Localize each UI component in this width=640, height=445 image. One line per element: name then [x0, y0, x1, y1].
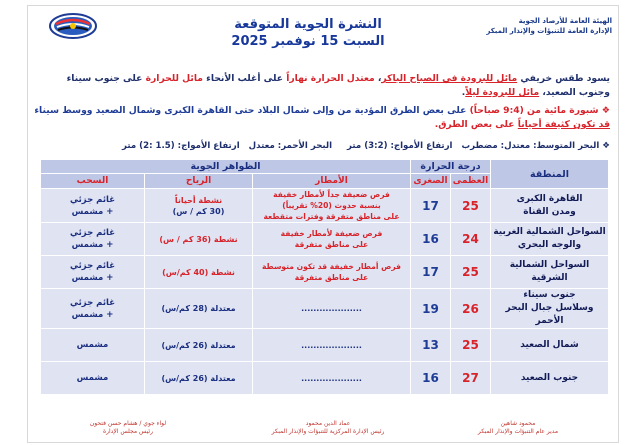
- region-cell: جنوب سيناء وسلاسل جبال البحر الأحمر: [491, 289, 609, 329]
- summary-highlight-night: مائل للبرودة ليلاً: [465, 87, 540, 98]
- region-cell: شمال الصعيد: [491, 329, 609, 362]
- max-temp-cell: 25: [451, 256, 491, 289]
- fog-alert-text: على بعض الطرق.: [434, 119, 518, 130]
- max-temp-cell: 25: [451, 189, 491, 223]
- table-header-row: [41, 160, 609, 174]
- table-row: [41, 362, 609, 395]
- region-cell: جنوب الصعيد: [491, 362, 609, 395]
- wind-cell: معتدلة (28 كم/س): [145, 289, 253, 329]
- rain-cell: ....................: [253, 329, 411, 362]
- min-temp-cell: 16: [411, 223, 451, 256]
- cloud-cell: مشمس: [41, 329, 145, 362]
- cloud-cell: غائم جزئي + مشمس: [41, 189, 145, 223]
- summary-text: على جنوب سيناء: [66, 73, 146, 84]
- cloud-cell: غائم جزئي + مشمس: [41, 256, 145, 289]
- agency-line-2: الإدارة العامة للتنبؤات والإنذار المبكر: [486, 27, 612, 35]
- med-sea-state: معتدل: مضطرب: [461, 141, 531, 151]
- signature-board-chairman: لواء جوي / هشام حسن فتحون رئيس مجلس الإدارة: [89, 420, 167, 435]
- bulletin-date: السبت 15 نوفمبر 2025: [231, 34, 385, 49]
- agency-line-1: الهيئة العامة للأرصاد الجوية: [518, 17, 612, 25]
- agency-name: [442, 16, 612, 36]
- fog-alert-line-1: [34, 104, 610, 118]
- min-temp-cell: 16: [411, 362, 451, 395]
- title-block: [178, 16, 438, 51]
- summary-text: وجنوب الصعيد،: [539, 87, 610, 98]
- min-temp-header: الصغرى: [411, 174, 451, 189]
- summary-line-2: [38, 86, 610, 100]
- max-temp-header: العظمى: [451, 174, 491, 189]
- wind-header: الرياح: [145, 174, 253, 189]
- wind-cell: معتدلة (26 كم/س): [145, 362, 253, 395]
- max-temp-cell: 26: [451, 289, 491, 329]
- cloud-header: السحب: [41, 174, 145, 189]
- red-sea-label: البحر الأحمر:: [274, 141, 333, 151]
- table-row: [41, 223, 609, 256]
- wind-cell: نشطة أحياناً (30 كم / س): [145, 189, 253, 223]
- rain-cell: فرص ضعيفة جداً لأمطار خفيفة بنسبة حدوث (20% تقريباً) على مناطق متفرقة وفترات متقطعة: [253, 189, 411, 223]
- summary-highlight-morning: مائل للبرودة في الصباح الباكر: [381, 73, 518, 84]
- max-temp-cell: 25: [451, 329, 491, 362]
- summary-line-1: [38, 72, 610, 86]
- min-temp-cell: 13: [411, 329, 451, 362]
- min-temp-cell: 17: [411, 189, 451, 223]
- wind-cell: نشطة (36 كم / س): [145, 223, 253, 256]
- temperature-header: درجة الحرارة: [411, 160, 491, 174]
- bulletin-title: النشرة الجوية المتوقعة: [234, 17, 382, 32]
- signature-forecast-director: محمود شاهين مدير عام التنبؤات والإنذار المبكر: [477, 420, 559, 435]
- region-header: المنطقة: [491, 160, 609, 189]
- med-sea-waves: ارتفاع الأمواج: (3:2) متر: [347, 141, 453, 151]
- sea-conditions: [38, 140, 610, 152]
- med-sea-label: ❖ البحر المتوسط:: [530, 141, 610, 151]
- bulletin-sheet: [28, 6, 618, 442]
- rain-cell: ....................: [253, 362, 411, 395]
- egyptian-meteorological-authority-logo-icon: [48, 12, 98, 40]
- cloud-cell: مشمس: [41, 362, 145, 395]
- phenomena-header: الظواهر الجوية: [41, 160, 411, 174]
- region-cell: السواحل الشمالية الشرقية: [491, 256, 609, 289]
- wind-cell: نشطة (40 كم/س): [145, 256, 253, 289]
- fog-alert-text: على بعض الطرق المؤدية من وإلى شمال البلاد حتى القاهرة الكبرى وشمال الصعيد ووسط سيناء: [34, 105, 470, 116]
- rain-cell: ....................: [253, 289, 411, 329]
- table-row: [41, 256, 609, 289]
- red-sea-state: معتدل: [248, 141, 275, 151]
- rain-cell: فرص ضعيفة لأمطار خفيفة على مناطق متفرقة: [253, 223, 411, 256]
- fog-alert-line-2: [38, 118, 610, 132]
- summary-highlight-day: معتدل الحرارة نهاراً: [286, 73, 375, 84]
- summary-text: ،: [374, 73, 382, 84]
- fog-alert-highlight: ❖ شبورة مائية من (9:4 صباحاً): [469, 105, 610, 116]
- cloud-cell: غائم جزئي + مشمس: [41, 289, 145, 329]
- region-cell: القاهرة الكبرى ومدن القناة: [491, 189, 609, 223]
- table-row: [41, 189, 609, 223]
- bulletin-header: [28, 6, 618, 68]
- signature-central-admin-head: عماد الدين محمود رئيس الإدارة المركزية للتنبؤات والإنذار المبكر: [271, 420, 385, 435]
- forecast-table: [40, 159, 609, 395]
- min-temp-cell: 19: [411, 289, 451, 329]
- rain-header: الأمطار: [253, 174, 411, 189]
- fog-alert-dense: قد تكون كثيفة أحياناً: [517, 119, 610, 130]
- wind-cell: معتدلة (26 كم/س): [145, 329, 253, 362]
- summary-text: يسود طقس خريفي: [517, 73, 610, 84]
- table-row: [41, 329, 609, 362]
- summary-highlight-warm: مائل للحرارة: [145, 73, 203, 84]
- red-sea-waves: ارتفاع الأمواج: (1.5 :2) متر: [121, 141, 240, 151]
- max-temp-cell: 27: [451, 362, 491, 395]
- cloud-cell: غائم جزئي + مشمس: [41, 223, 145, 256]
- summary-text: .: [461, 87, 466, 98]
- table-row: [41, 289, 609, 329]
- max-temp-cell: 24: [451, 223, 491, 256]
- rain-cell: فرص أمطار خفيفة قد تكون متوسطة على مناطق متفرقة: [253, 256, 411, 289]
- summary-text: على أغلب الأنحاء: [202, 73, 287, 84]
- region-cell: السواحل الشمالية الغربية والوجه البحري: [491, 223, 609, 256]
- min-temp-cell: 17: [411, 256, 451, 289]
- signatures-footer: [28, 420, 618, 442]
